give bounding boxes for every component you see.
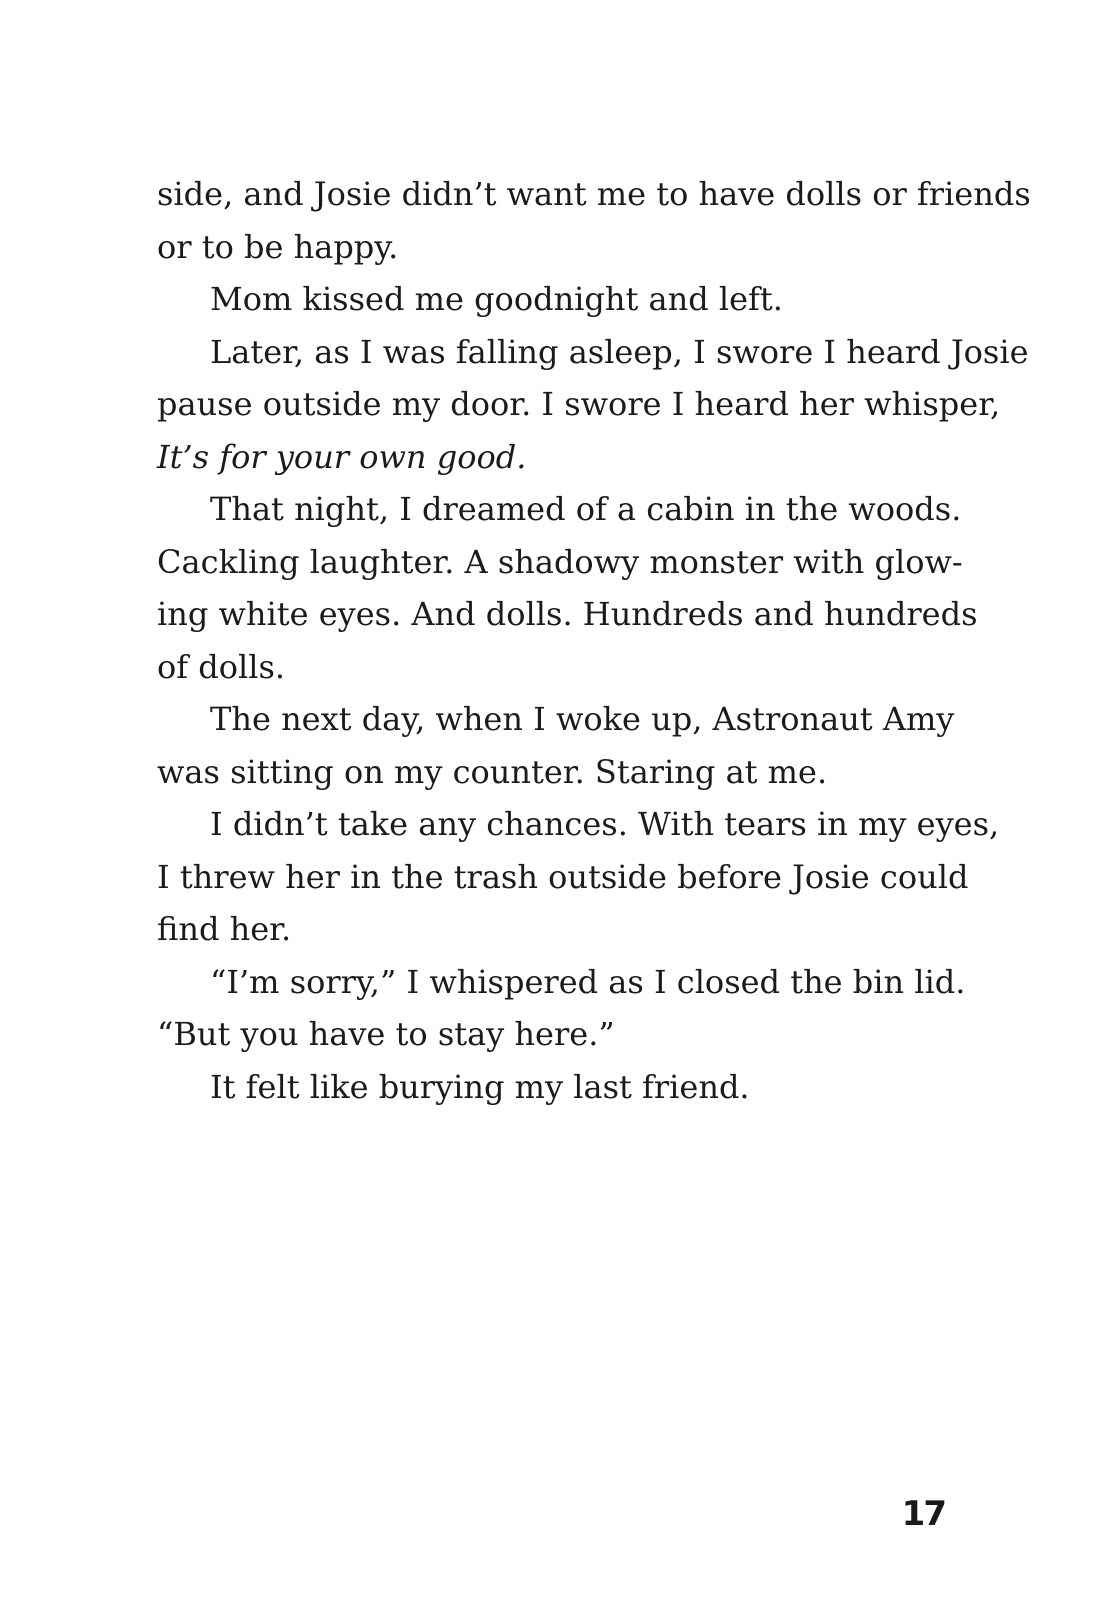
- text-line: I threw her in the trash outside before Josie could: [157, 857, 969, 896]
- text-line: Mom kissed me goodnight and left.: [210, 280, 783, 318]
- text-line: Cackling laughter. A shadowy monster with glow-: [157, 542, 963, 581]
- text-line: That night, I dreamed of a cabin in the woods.: [210, 490, 962, 528]
- italic-text-line: It’s for your own good.: [157, 437, 527, 476]
- text-line: was sitting on my counter. Staring at me.: [157, 752, 828, 791]
- text-line: of dolls.: [157, 647, 286, 686]
- text-line: Later, as I was falling asleep, I swore I heard Josie: [210, 332, 1029, 371]
- body-text: [157, 168, 1031, 1113]
- text-line: ing white eyes. And dolls. Hundreds and hundreds: [157, 595, 978, 633]
- page-number: 17: [901, 1494, 945, 1534]
- text-line: find her.: [157, 910, 292, 948]
- text-line: It felt like burying my last friend.: [210, 1067, 750, 1106]
- text-line: “But you have to stay here.”: [157, 1015, 615, 1053]
- text-line: side, and Josie didn’t want me to have dolls or friends: [157, 175, 1031, 213]
- text-line: or to be happy.: [157, 227, 399, 266]
- text-line: I didn’t take any chances. With tears in my eyes,: [210, 805, 1000, 843]
- text-line: The next day, when I woke up, Astronaut Amy: [210, 700, 955, 738]
- text-line: pause outside my door. I swore I heard her whisper,: [157, 385, 1001, 423]
- text-line: “I’m sorry,” I whispered as I closed the bin lid.: [210, 962, 966, 1001]
